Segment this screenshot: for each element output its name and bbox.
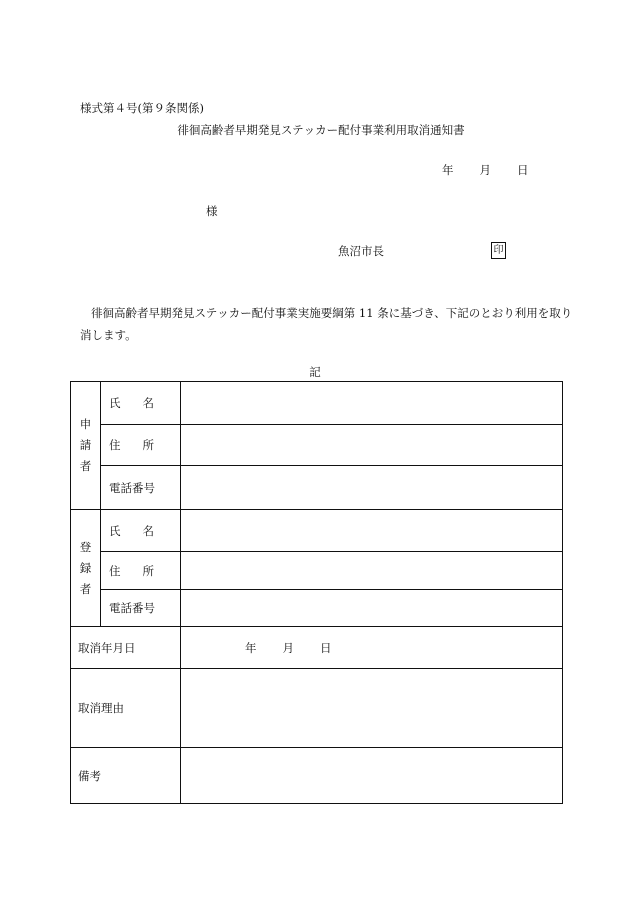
cancel-reason-row [71, 669, 563, 748]
registrant-phone-row [71, 590, 563, 627]
issue-date-month: 月 [479, 163, 491, 177]
applicant-address-field[interactable] [181, 425, 563, 466]
registrant-address-row [71, 552, 563, 590]
cancel-reason-field[interactable] [181, 669, 563, 748]
applicant-phone-row [71, 466, 563, 510]
issue-date-day: 日 [517, 163, 529, 177]
applicant-name-field[interactable] [181, 382, 563, 425]
applicant-name-row [71, 382, 563, 425]
registrant-name-label: 氏 名 [101, 510, 181, 552]
cancel-date-label: 取消年月日 [71, 627, 181, 669]
seal-mark: 印 [491, 242, 506, 259]
issue-date [442, 162, 529, 178]
registrant-phone-label: 電話番号 [101, 590, 181, 627]
applicant-address-label: 住 所 [101, 425, 181, 466]
applicant-address-row [71, 425, 563, 466]
applicant-group-label: 申 請 者 [71, 382, 101, 510]
registrant-address-field[interactable] [181, 552, 563, 590]
remarks-label: 備考 [71, 748, 181, 804]
applicant-phone-field[interactable] [181, 466, 563, 510]
applicant-phone-label: 電話番号 [101, 466, 181, 510]
applicant-name-label: 氏 名 [101, 382, 181, 425]
remarks-row [71, 748, 563, 804]
issue-date-year: 年 [442, 163, 454, 177]
issuer-name: 魚沼市長 [338, 244, 384, 258]
registrant-name-row [71, 510, 563, 552]
cancel-reason-label: 取消理由 [71, 669, 181, 748]
registrant-address-label: 住 所 [101, 552, 181, 590]
document-title: 徘徊高齢者早期発見ステッカー配付事業利用取消通知書 [177, 123, 465, 137]
notification-table [70, 381, 563, 804]
cancel-date-field[interactable]: 年 月 日 [181, 627, 563, 669]
form-number: 様式第４号(第９条関係) [80, 101, 204, 115]
cancel-date-row [71, 627, 563, 669]
body-text: 徘徊高齢者早期発見ステッカー配付事業実施要綱第 11 条に基づき、下記のとおり利用を取り消します。 [80, 306, 573, 342]
registrant-phone-field[interactable] [181, 590, 563, 627]
remarks-field[interactable] [181, 748, 563, 804]
addressee-suffix: 様 [206, 204, 218, 218]
registrant-name-field[interactable] [181, 510, 563, 552]
registrant-group-label: 登 録 者 [71, 510, 101, 627]
ki-heading: 記 [309, 365, 321, 379]
